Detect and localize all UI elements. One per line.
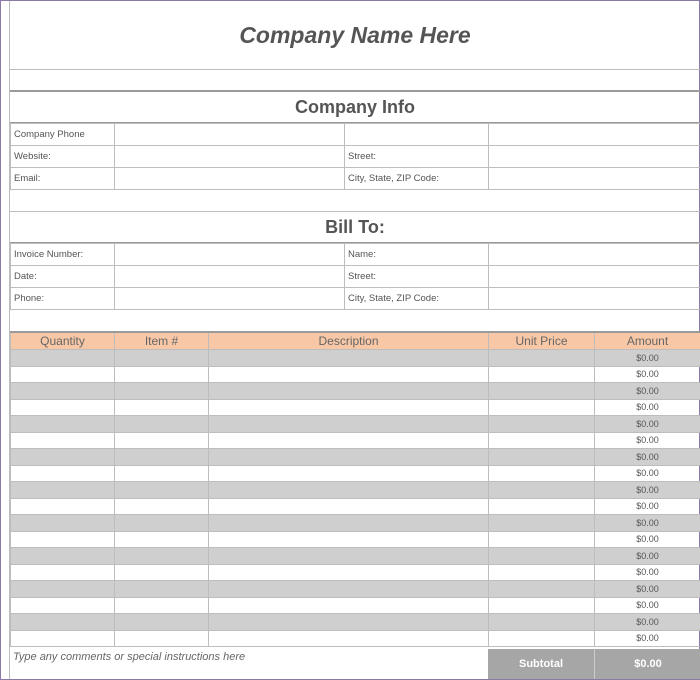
- table-row: [11, 614, 700, 631]
- table-row: [11, 581, 700, 598]
- quantity-cell[interactable]: [11, 399, 115, 416]
- item-number-cell[interactable]: [115, 614, 209, 631]
- description-cell[interactable]: [209, 350, 489, 367]
- description-cell[interactable]: [209, 630, 489, 647]
- email-label: Email:: [11, 168, 115, 190]
- unit-price-cell[interactable]: [489, 416, 595, 433]
- unit-price-cell[interactable]: [489, 531, 595, 548]
- item-number-cell[interactable]: [115, 515, 209, 532]
- quantity-header: Quantity: [11, 332, 115, 350]
- item-number-cell[interactable]: [115, 564, 209, 581]
- bill-to-heading: Bill To:: [10, 212, 700, 244]
- unit-price-cell[interactable]: [489, 465, 595, 482]
- company-info-right-label: [345, 124, 489, 146]
- invoice-number-label: Invoice Number:: [11, 244, 115, 266]
- bill-to-row: [11, 266, 700, 288]
- amount-cell: $0.00: [595, 581, 700, 598]
- table-row: [11, 482, 700, 499]
- table-row: [11, 432, 700, 449]
- quantity-cell[interactable]: [11, 564, 115, 581]
- company-info-right-field[interactable]: [489, 124, 700, 146]
- street-label: Street:: [345, 146, 489, 168]
- unit-price-cell[interactable]: [489, 383, 595, 400]
- quantity-cell[interactable]: [11, 548, 115, 565]
- description-cell[interactable]: [209, 416, 489, 433]
- description-cell[interactable]: [209, 383, 489, 400]
- quantity-cell[interactable]: [11, 531, 115, 548]
- table-row: [11, 416, 700, 433]
- quantity-cell[interactable]: [11, 482, 115, 499]
- item-number-cell[interactable]: [115, 449, 209, 466]
- comments-field[interactable]: Type any comments or special instructions here: [13, 651, 246, 663]
- table-row: [11, 383, 700, 400]
- email-field[interactable]: [115, 168, 345, 190]
- date-label: Date:: [11, 266, 115, 288]
- description-cell[interactable]: [209, 515, 489, 532]
- unit-price-cell[interactable]: [489, 449, 595, 466]
- amount-cell: $0.00: [595, 498, 700, 515]
- unit-price-cell[interactable]: [489, 614, 595, 631]
- company-phone-field[interactable]: [115, 124, 345, 146]
- website-field[interactable]: [115, 146, 345, 168]
- amount-cell: $0.00: [595, 597, 700, 614]
- date-field[interactable]: [115, 266, 345, 288]
- description-cell[interactable]: [209, 531, 489, 548]
- bill-to-row: [11, 288, 700, 310]
- city-state-zip-label: City, State, ZIP Code:: [345, 168, 489, 190]
- item-number-cell[interactable]: [115, 399, 209, 416]
- unit-price-cell[interactable]: [489, 498, 595, 515]
- unit-price-cell[interactable]: [489, 548, 595, 565]
- bill-city-state-zip-field[interactable]: [489, 288, 700, 310]
- unit-price-cell[interactable]: [489, 564, 595, 581]
- item-number-cell[interactable]: [115, 432, 209, 449]
- subtotal-label: Subtotal: [488, 649, 594, 679]
- table-row: [11, 531, 700, 548]
- amount-header: Amount: [595, 332, 700, 350]
- description-cell[interactable]: [209, 614, 489, 631]
- unit-price-cell[interactable]: [489, 630, 595, 647]
- description-cell[interactable]: [209, 564, 489, 581]
- item-number-cell[interactable]: [115, 498, 209, 515]
- website-label: Website:: [11, 146, 115, 168]
- description-cell[interactable]: [209, 548, 489, 565]
- quantity-cell[interactable]: [11, 581, 115, 598]
- item-number-cell[interactable]: [115, 597, 209, 614]
- name-label: Name:: [345, 244, 489, 266]
- quantity-cell[interactable]: [11, 614, 115, 631]
- line-items-table: [10, 331, 700, 647]
- invoice-footer: [10, 649, 700, 679]
- amount-cell: $0.00: [595, 630, 700, 647]
- bill-street-label: Street:: [345, 266, 489, 288]
- table-row: [11, 515, 700, 532]
- invoice-number-field[interactable]: [115, 244, 345, 266]
- bill-to-table: [10, 243, 700, 310]
- amount-cell: $0.00: [595, 399, 700, 416]
- quantity-cell[interactable]: [11, 416, 115, 433]
- bill-to-row: [11, 244, 700, 266]
- item-number-cell[interactable]: [115, 581, 209, 598]
- quantity-cell[interactable]: [11, 383, 115, 400]
- company-info-row: [11, 146, 700, 168]
- amount-cell: $0.00: [595, 432, 700, 449]
- phone-label: Phone:: [11, 288, 115, 310]
- item-number-header: Item #: [115, 332, 209, 350]
- item-number-cell[interactable]: [115, 482, 209, 499]
- unit-price-cell[interactable]: [489, 366, 595, 383]
- item-number-cell[interactable]: [115, 416, 209, 433]
- quantity-cell[interactable]: [11, 597, 115, 614]
- description-cell[interactable]: [209, 432, 489, 449]
- quantity-cell[interactable]: [11, 432, 115, 449]
- unit-price-cell[interactable]: [489, 482, 595, 499]
- unit-price-cell[interactable]: [489, 399, 595, 416]
- unit-price-cell[interactable]: [489, 597, 595, 614]
- table-row: [11, 366, 700, 383]
- company-info-table: [10, 123, 700, 190]
- item-number-cell[interactable]: [115, 531, 209, 548]
- quantity-cell[interactable]: [11, 498, 115, 515]
- invoice-body: [9, 1, 700, 679]
- amount-cell: $0.00: [595, 465, 700, 482]
- description-cell[interactable]: [209, 498, 489, 515]
- table-row: [11, 498, 700, 515]
- line-items-header-row: [11, 332, 700, 350]
- amount-cell: $0.00: [595, 548, 700, 565]
- unit-price-cell[interactable]: [489, 581, 595, 598]
- name-field[interactable]: [489, 244, 700, 266]
- amount-cell: $0.00: [595, 449, 700, 466]
- description-cell[interactable]: [209, 366, 489, 383]
- company-phone-label: Company Phone: [11, 124, 115, 146]
- description-cell[interactable]: [209, 399, 489, 416]
- amount-cell: $0.00: [595, 366, 700, 383]
- blank-row[interactable]: [10, 310, 700, 330]
- quantity-cell[interactable]: [11, 515, 115, 532]
- table-row: [11, 350, 700, 367]
- table-row: [11, 597, 700, 614]
- amount-cell: $0.00: [595, 416, 700, 433]
- table-row: [11, 399, 700, 416]
- description-cell[interactable]: [209, 449, 489, 466]
- amount-cell: $0.00: [595, 482, 700, 499]
- city-state-zip-field[interactable]: [489, 168, 700, 190]
- item-number-cell[interactable]: [115, 548, 209, 565]
- unit-price-cell[interactable]: [489, 432, 595, 449]
- company-info-row: [11, 124, 700, 146]
- unit-price-header: Unit Price: [489, 332, 595, 350]
- table-row: [11, 548, 700, 565]
- bill-street-field[interactable]: [489, 266, 700, 288]
- company-info-heading: Company Info: [10, 92, 700, 124]
- item-number-cell[interactable]: [115, 350, 209, 367]
- company-name-title[interactable]: Company Name Here: [10, 1, 700, 70]
- unit-price-cell[interactable]: [489, 350, 595, 367]
- subtotal-value: $0.00: [594, 649, 700, 679]
- description-cell[interactable]: [209, 597, 489, 614]
- amount-cell: $0.00: [595, 564, 700, 581]
- line-items-body: [11, 350, 700, 647]
- amount-cell: $0.00: [595, 383, 700, 400]
- quantity-cell[interactable]: [11, 350, 115, 367]
- quantity-cell[interactable]: [11, 465, 115, 482]
- quantity-cell[interactable]: [11, 366, 115, 383]
- description-cell[interactable]: [209, 465, 489, 482]
- item-number-cell[interactable]: [115, 366, 209, 383]
- bill-city-state-zip-label: City, State, ZIP Code:: [345, 288, 489, 310]
- description-cell[interactable]: [209, 581, 489, 598]
- company-info-row: [11, 168, 700, 190]
- amount-cell: $0.00: [595, 350, 700, 367]
- item-number-cell[interactable]: [115, 465, 209, 482]
- street-field[interactable]: [489, 146, 700, 168]
- description-cell[interactable]: [209, 482, 489, 499]
- unit-price-cell[interactable]: [489, 515, 595, 532]
- amount-cell: $0.00: [595, 531, 700, 548]
- description-header: Description: [209, 332, 489, 350]
- amount-cell: $0.00: [595, 515, 700, 532]
- blank-row[interactable]: [10, 190, 700, 212]
- item-number-cell[interactable]: [115, 383, 209, 400]
- table-row: [11, 630, 700, 647]
- phone-field[interactable]: [115, 288, 345, 310]
- table-row: [11, 449, 700, 466]
- blank-row[interactable]: [10, 70, 700, 92]
- item-number-cell[interactable]: [115, 630, 209, 647]
- quantity-cell[interactable]: [11, 630, 115, 647]
- amount-cell: $0.00: [595, 614, 700, 631]
- table-row: [11, 465, 700, 482]
- table-row: [11, 564, 700, 581]
- quantity-cell[interactable]: [11, 449, 115, 466]
